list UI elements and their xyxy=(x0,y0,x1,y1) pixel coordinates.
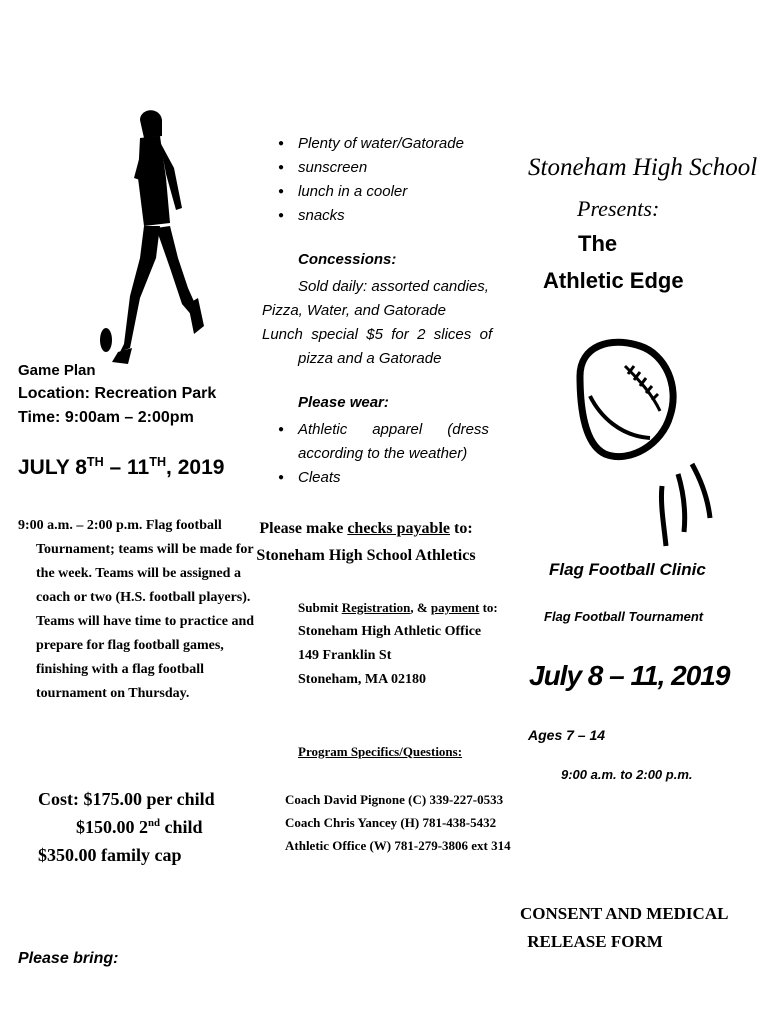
game-plan-label: Game Plan xyxy=(18,362,96,379)
bring-item: ● Plenty of water/Gatorade xyxy=(278,132,464,156)
cost-line-3: $350.00 family cap xyxy=(38,845,182,865)
football-player-illustration xyxy=(100,108,210,370)
clinic-label: Flag Football Clinic xyxy=(549,560,706,579)
wear-heading: Please wear: xyxy=(298,394,389,411)
wear-item: ● Athletic apparel (dress according to the weather) xyxy=(278,418,489,466)
title-athletic-edge: Athletic Edge xyxy=(543,268,684,293)
concessions-text: Sold daily: assorted candies, Pizza, Water, and Gatorade Lunch special $5 for 2 slices of pizza and a Gatorade xyxy=(262,278,493,367)
cost-block xyxy=(38,785,215,869)
wear-items-list xyxy=(278,418,489,490)
hours-label: 9:00 a.m. to 2:00 p.m. xyxy=(561,767,693,782)
contact-item: Athletic Office (W) 781-279-3806 ext 314 xyxy=(285,838,511,853)
right-dates: July 8 – 11, 2019 xyxy=(529,660,730,691)
location-label: Location: Recreation Park xyxy=(18,385,217,402)
football-icon xyxy=(570,336,720,552)
contacts-list xyxy=(285,788,511,857)
event-dates-heading: JULY 8TH – 11TH, 2019 xyxy=(18,455,225,479)
tournament-label: Flag Football Tournament xyxy=(544,609,704,624)
concessions-heading: Concessions: xyxy=(298,251,397,268)
bring-item: ● lunch in a cooler xyxy=(278,180,464,204)
presents-label: Presents: xyxy=(577,196,660,221)
contact-item: Coach Chris Yancey (H) 781-438-5432 xyxy=(285,815,497,830)
contact-item: Coach David Pignone (C) 339-227-0533 xyxy=(285,792,504,807)
submit-instructions: Submit Registration, & payment to: Stoneham High Athletic Office 149 Franklin St Stoneham, MA 02180 xyxy=(298,600,498,687)
bring-items-list xyxy=(278,132,464,228)
bring-item: ● sunscreen xyxy=(278,156,464,180)
title-the: The xyxy=(578,231,618,256)
ages-label: Ages 7 – 14 xyxy=(528,727,606,743)
cost-line-2: $150.00 2nd child xyxy=(76,817,203,837)
time-label: Time: 9:00am – 2:00pm xyxy=(18,409,194,426)
school-name: Stoneham High School xyxy=(528,154,758,181)
program-specifics-heading: Program Specifics/Questions: xyxy=(298,744,463,759)
schedule-description: 9:00 a.m. – 2:00 p.m. Flag football Tournament; teams will be made for the week. Teams will be assigned a coach or two (H.S. football players). Teams will have time to practice and prepare for flag football games, finishing with a flag football tournament on Thursday. xyxy=(18,518,255,701)
please-bring-label: Please bring: xyxy=(18,950,119,967)
checks-payable-text: Please make checks payable to: Stoneham High School Athletics xyxy=(256,520,476,564)
consent-form-title: CONSENT AND MEDICAL RELEASE FORM xyxy=(520,904,729,951)
wear-item: ● Cleats xyxy=(278,466,489,490)
bring-item: ● snacks xyxy=(278,204,464,228)
cost-line-1: Cost: $175.00 per child xyxy=(38,789,215,809)
